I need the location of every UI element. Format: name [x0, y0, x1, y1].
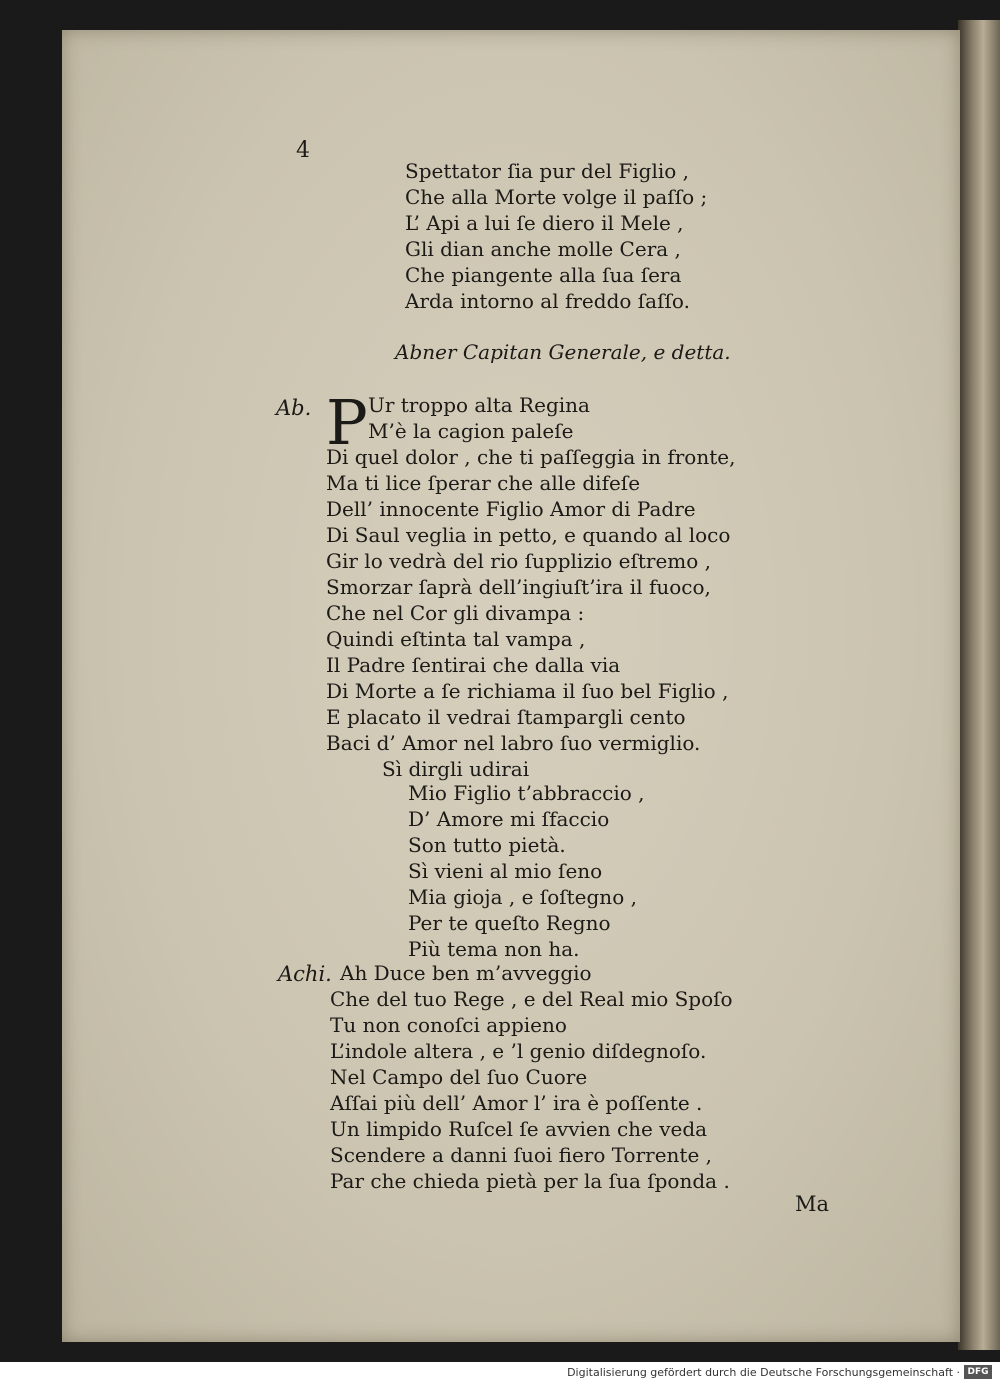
speech-line: Quindi eſtinta tal vampa , — [326, 627, 586, 651]
aria-line: Sì vieni al mio ſeno — [408, 859, 603, 883]
footer-bar — [0, 1362, 1000, 1385]
speech-line: Che nel Cor gli divampa : — [326, 601, 585, 625]
speech-line: Il Padre ſentirai che dalla via — [326, 653, 621, 677]
speech-line: Che del tuo Rege , e del Real mio Spoſo — [330, 987, 733, 1011]
speech-line: Smorzar ſaprà dell’ingiuſt’ira il fuoco, — [326, 575, 711, 599]
verse-line: Arda intorno al freddo ſaſſo. — [405, 289, 690, 313]
aria-line: Per te queſto Regno — [408, 911, 611, 935]
speech-line: Di Saul veglia in petto, e quando al loco — [326, 523, 731, 547]
verse-line: Gli dian anche molle Cera , — [405, 237, 681, 261]
speech-line: Gir lo vedrà del rio ſupplizio eſtremo , — [326, 549, 712, 573]
speech-line: Dell’ innocente Figlio Amor di Padre — [326, 497, 696, 521]
speech-line: Di Morte a ſe richiama il ſuo bel Figlio , — [326, 679, 729, 703]
aria-line: Son tutto pietà. — [408, 833, 566, 857]
page-number: 4 — [296, 138, 310, 163]
page-edge — [958, 20, 1000, 1350]
aria-line: Mia gioja , e ſoſtegno , — [408, 885, 637, 909]
speech-line: Scendere a danni ſuoi fiero Torrente , — [330, 1143, 713, 1167]
aria-block — [408, 780, 645, 962]
speech-line: Ma ti lice ſperar che alle difeſe — [326, 471, 641, 495]
speech-start — [368, 392, 590, 444]
aria-line: Più tema non ha. — [408, 937, 580, 961]
speech-line: Aſſai più dell’ Amor l’ ira è poſſente . — [330, 1091, 703, 1115]
speech-line: Nel Campo del ſuo Cuore — [330, 1065, 588, 1089]
dfg-logo: DFG — [964, 1365, 992, 1379]
speech-line: Ah Duce ben m’avveggio — [340, 961, 592, 985]
verse-block — [405, 158, 707, 314]
speaker-label: Ab. — [276, 396, 312, 420]
verse-line: Che piangente alla ſua ſera — [405, 263, 682, 287]
speech-line: M’è la cagion paleſe — [368, 419, 574, 443]
footer-credit: Digitalisierung gefördert durch die Deutsche Forschungsgemeinschaft · — [567, 1366, 960, 1379]
verse-line: Che alla Morte volge il paſſo ; — [405, 185, 708, 209]
speech-line: E placato il vedrai ſtampargli cento — [326, 705, 686, 729]
aria-line: Mio Figlio t’abbraccio , — [408, 781, 645, 805]
speech-line: Tu non conoſci appieno — [330, 1013, 567, 1037]
speech-line: L’indole altera , e ’l genio diſdegnoſo. — [330, 1039, 707, 1063]
speech-block — [326, 444, 735, 756]
speech-line: Baci d’ Amor nel labro ſuo vermiglio. — [326, 731, 701, 755]
speech-line: Un limpido Ruſcel ſe avvien che veda — [330, 1117, 708, 1141]
speech-line: Di quel dolor , che ti paſſeggia in fronte, — [326, 445, 736, 469]
verse-line: L’ Api a lui ſe diero il Mele , — [405, 211, 684, 235]
catchword: Ma — [795, 1192, 830, 1216]
speech-line: Par che chieda pietà per la ſua ſponda . — [330, 1169, 730, 1193]
speech-block — [330, 986, 733, 1194]
drop-cap: P — [326, 386, 368, 459]
speaker-label: Achi. — [278, 962, 332, 986]
verse-line: Spettator ſia pur del Figlio , — [405, 159, 690, 183]
intro-line: Sì dirgli udirai — [382, 757, 530, 781]
speech-line: Ur troppo alta Regina — [368, 393, 590, 417]
scene-heading: Abner Capitan Generale, e detta. — [395, 340, 731, 364]
aria-line: D’ Amore mi ſfaccio — [408, 807, 610, 831]
